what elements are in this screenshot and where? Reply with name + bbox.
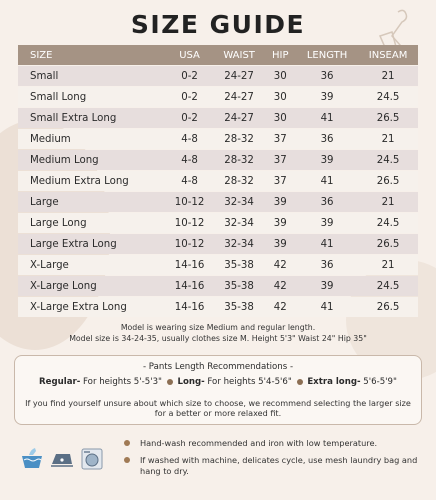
cell-hip: 42 (265, 255, 296, 275)
cell-length: 41 (296, 171, 358, 191)
care-item (122, 455, 422, 477)
cell-length: 39 (296, 213, 358, 233)
size-table (18, 44, 418, 318)
col-header-length: LENGTH (296, 45, 358, 65)
cell-size: Small Extra Long (18, 108, 165, 128)
cell-size: Medium Long (18, 150, 165, 170)
cell-hip: 30 (265, 108, 296, 128)
cell-inseam: 21 (358, 192, 418, 212)
pants-length-box (14, 355, 422, 425)
cell-inseam: 21 (358, 129, 418, 149)
table-row (18, 87, 418, 107)
cell-size: X-Large (18, 255, 165, 275)
cell-waist: 35-38 (214, 276, 265, 296)
dot-separator-icon (167, 379, 173, 385)
regular-text: For heights 5'-5'3" (80, 377, 162, 387)
cell-length: 36 (296, 192, 358, 212)
model-note (0, 322, 436, 344)
cell-waist: 35-38 (214, 297, 265, 317)
model-note-line: Model size is 34-24-35, usually clothes size M. Height 5'3" Waist 24" Hip 35" (69, 334, 367, 343)
table-row (18, 129, 418, 149)
cell-hip: 39 (265, 213, 296, 233)
pants-recommendations (15, 377, 421, 387)
cell-inseam: 24.5 (358, 150, 418, 170)
cell-hip: 39 (265, 234, 296, 254)
iron-low-icon (51, 454, 73, 466)
table-row (18, 255, 418, 275)
care-instructions (122, 438, 422, 483)
care-icons (20, 446, 110, 470)
table-row (18, 276, 418, 296)
pants-title: - Pants Length Recommendations - (142, 362, 294, 372)
cell-inseam: 24.5 (358, 213, 418, 233)
table-header-row (18, 45, 418, 65)
cell-length: 36 (296, 129, 358, 149)
cell-hip: 30 (265, 66, 296, 86)
col-header-waist: WAIST (214, 45, 265, 65)
col-header-hip: HIP (265, 45, 296, 65)
bullet-icon (124, 440, 130, 446)
washing-machine-icon (82, 449, 102, 469)
cell-size: X-Large Extra Long (18, 297, 165, 317)
cell-length: 41 (296, 234, 358, 254)
cell-waist: 24-27 (214, 66, 265, 86)
cell-size: Small Long (18, 87, 165, 107)
col-header-usa: USA (165, 45, 213, 65)
long-label: Long- (177, 377, 205, 387)
cell-waist: 32-34 (214, 192, 265, 212)
cell-length: 41 (296, 108, 358, 128)
cell-inseam: 24.5 (358, 276, 418, 296)
cell-waist: 32-34 (214, 213, 265, 233)
table-row (18, 150, 418, 170)
cell-usa: 0-2 (165, 108, 213, 128)
cell-length: 36 (296, 66, 358, 86)
cell-hip: 37 (265, 150, 296, 170)
cell-inseam: 24.5 (358, 87, 418, 107)
table-row (18, 192, 418, 212)
cell-hip: 42 (265, 276, 296, 296)
dot-separator-icon (297, 379, 303, 385)
cell-size: Large Long (18, 213, 165, 233)
size-advice: If you find yourself unsure about which size to choose, we recommend selecting the larger size for a better or more relaxed fit. (25, 398, 411, 418)
hand-wash-icon (22, 448, 42, 468)
cell-inseam: 21 (358, 66, 418, 86)
regular-label: Regular- (39, 377, 81, 387)
cell-usa: 14-16 (165, 276, 213, 296)
col-header-size: SIZE (18, 45, 165, 65)
cell-waist: 24-27 (214, 108, 265, 128)
cell-waist: 28-32 (214, 150, 265, 170)
cell-size: Medium (18, 129, 165, 149)
cell-size: Medium Extra Long (18, 171, 165, 191)
cell-length: 39 (296, 87, 358, 107)
cell-inseam: 26.5 (358, 297, 418, 317)
cell-usa: 0-2 (165, 66, 213, 86)
cell-inseam: 21 (358, 255, 418, 275)
cell-hip: 37 (265, 171, 296, 191)
cell-inseam: 26.5 (358, 171, 418, 191)
cell-usa: 10-12 (165, 213, 213, 233)
cell-hip: 39 (265, 192, 296, 212)
cell-usa: 14-16 (165, 297, 213, 317)
table-row (18, 108, 418, 128)
cell-inseam: 26.5 (358, 234, 418, 254)
cell-waist: 35-38 (214, 255, 265, 275)
cell-size: Large (18, 192, 165, 212)
cell-hip: 30 (265, 87, 296, 107)
care-item (122, 438, 422, 449)
cell-size: X-Large Long (18, 276, 165, 296)
extra-long-label: Extra long- (307, 377, 361, 387)
col-header-inseam: INSEAM (358, 45, 418, 65)
cell-waist: 24-27 (214, 87, 265, 107)
care-item-text: If washed with machine, delicates cycle, use mesh laundry bag and hang to dry. (140, 455, 418, 476)
long-text: For heights 5'4-5'6" (204, 377, 292, 387)
table-row (18, 171, 418, 191)
table-row (18, 234, 418, 254)
cell-usa: 10-12 (165, 234, 213, 254)
table-row (18, 213, 418, 233)
extra-long-text: 5'6-5'9" (360, 377, 397, 387)
cell-size: Large Extra Long (18, 234, 165, 254)
cell-inseam: 26.5 (358, 108, 418, 128)
cell-length: 41 (296, 297, 358, 317)
model-note-line: Model is wearing size Medium and regular length. (120, 323, 316, 332)
cell-usa: 14-16 (165, 255, 213, 275)
cell-length: 39 (296, 150, 358, 170)
table-row (18, 66, 418, 86)
cell-waist: 28-32 (214, 171, 265, 191)
cell-usa: 4-8 (165, 129, 213, 149)
cell-length: 36 (296, 255, 358, 275)
table-row (18, 297, 418, 317)
cell-usa: 0-2 (165, 87, 213, 107)
cell-hip: 37 (265, 129, 296, 149)
cell-waist: 32-34 (214, 234, 265, 254)
cell-usa: 10-12 (165, 192, 213, 212)
cell-usa: 4-8 (165, 171, 213, 191)
cell-size: Small (18, 66, 165, 86)
page-title: SIZE GUIDE (130, 10, 306, 39)
cell-usa: 4-8 (165, 150, 213, 170)
cell-length: 39 (296, 276, 358, 296)
cell-hip: 42 (265, 297, 296, 317)
bullet-icon (124, 457, 130, 463)
care-item-text: Hand-wash recommended and iron with low temperature. (140, 438, 378, 448)
cell-waist: 28-32 (214, 129, 265, 149)
